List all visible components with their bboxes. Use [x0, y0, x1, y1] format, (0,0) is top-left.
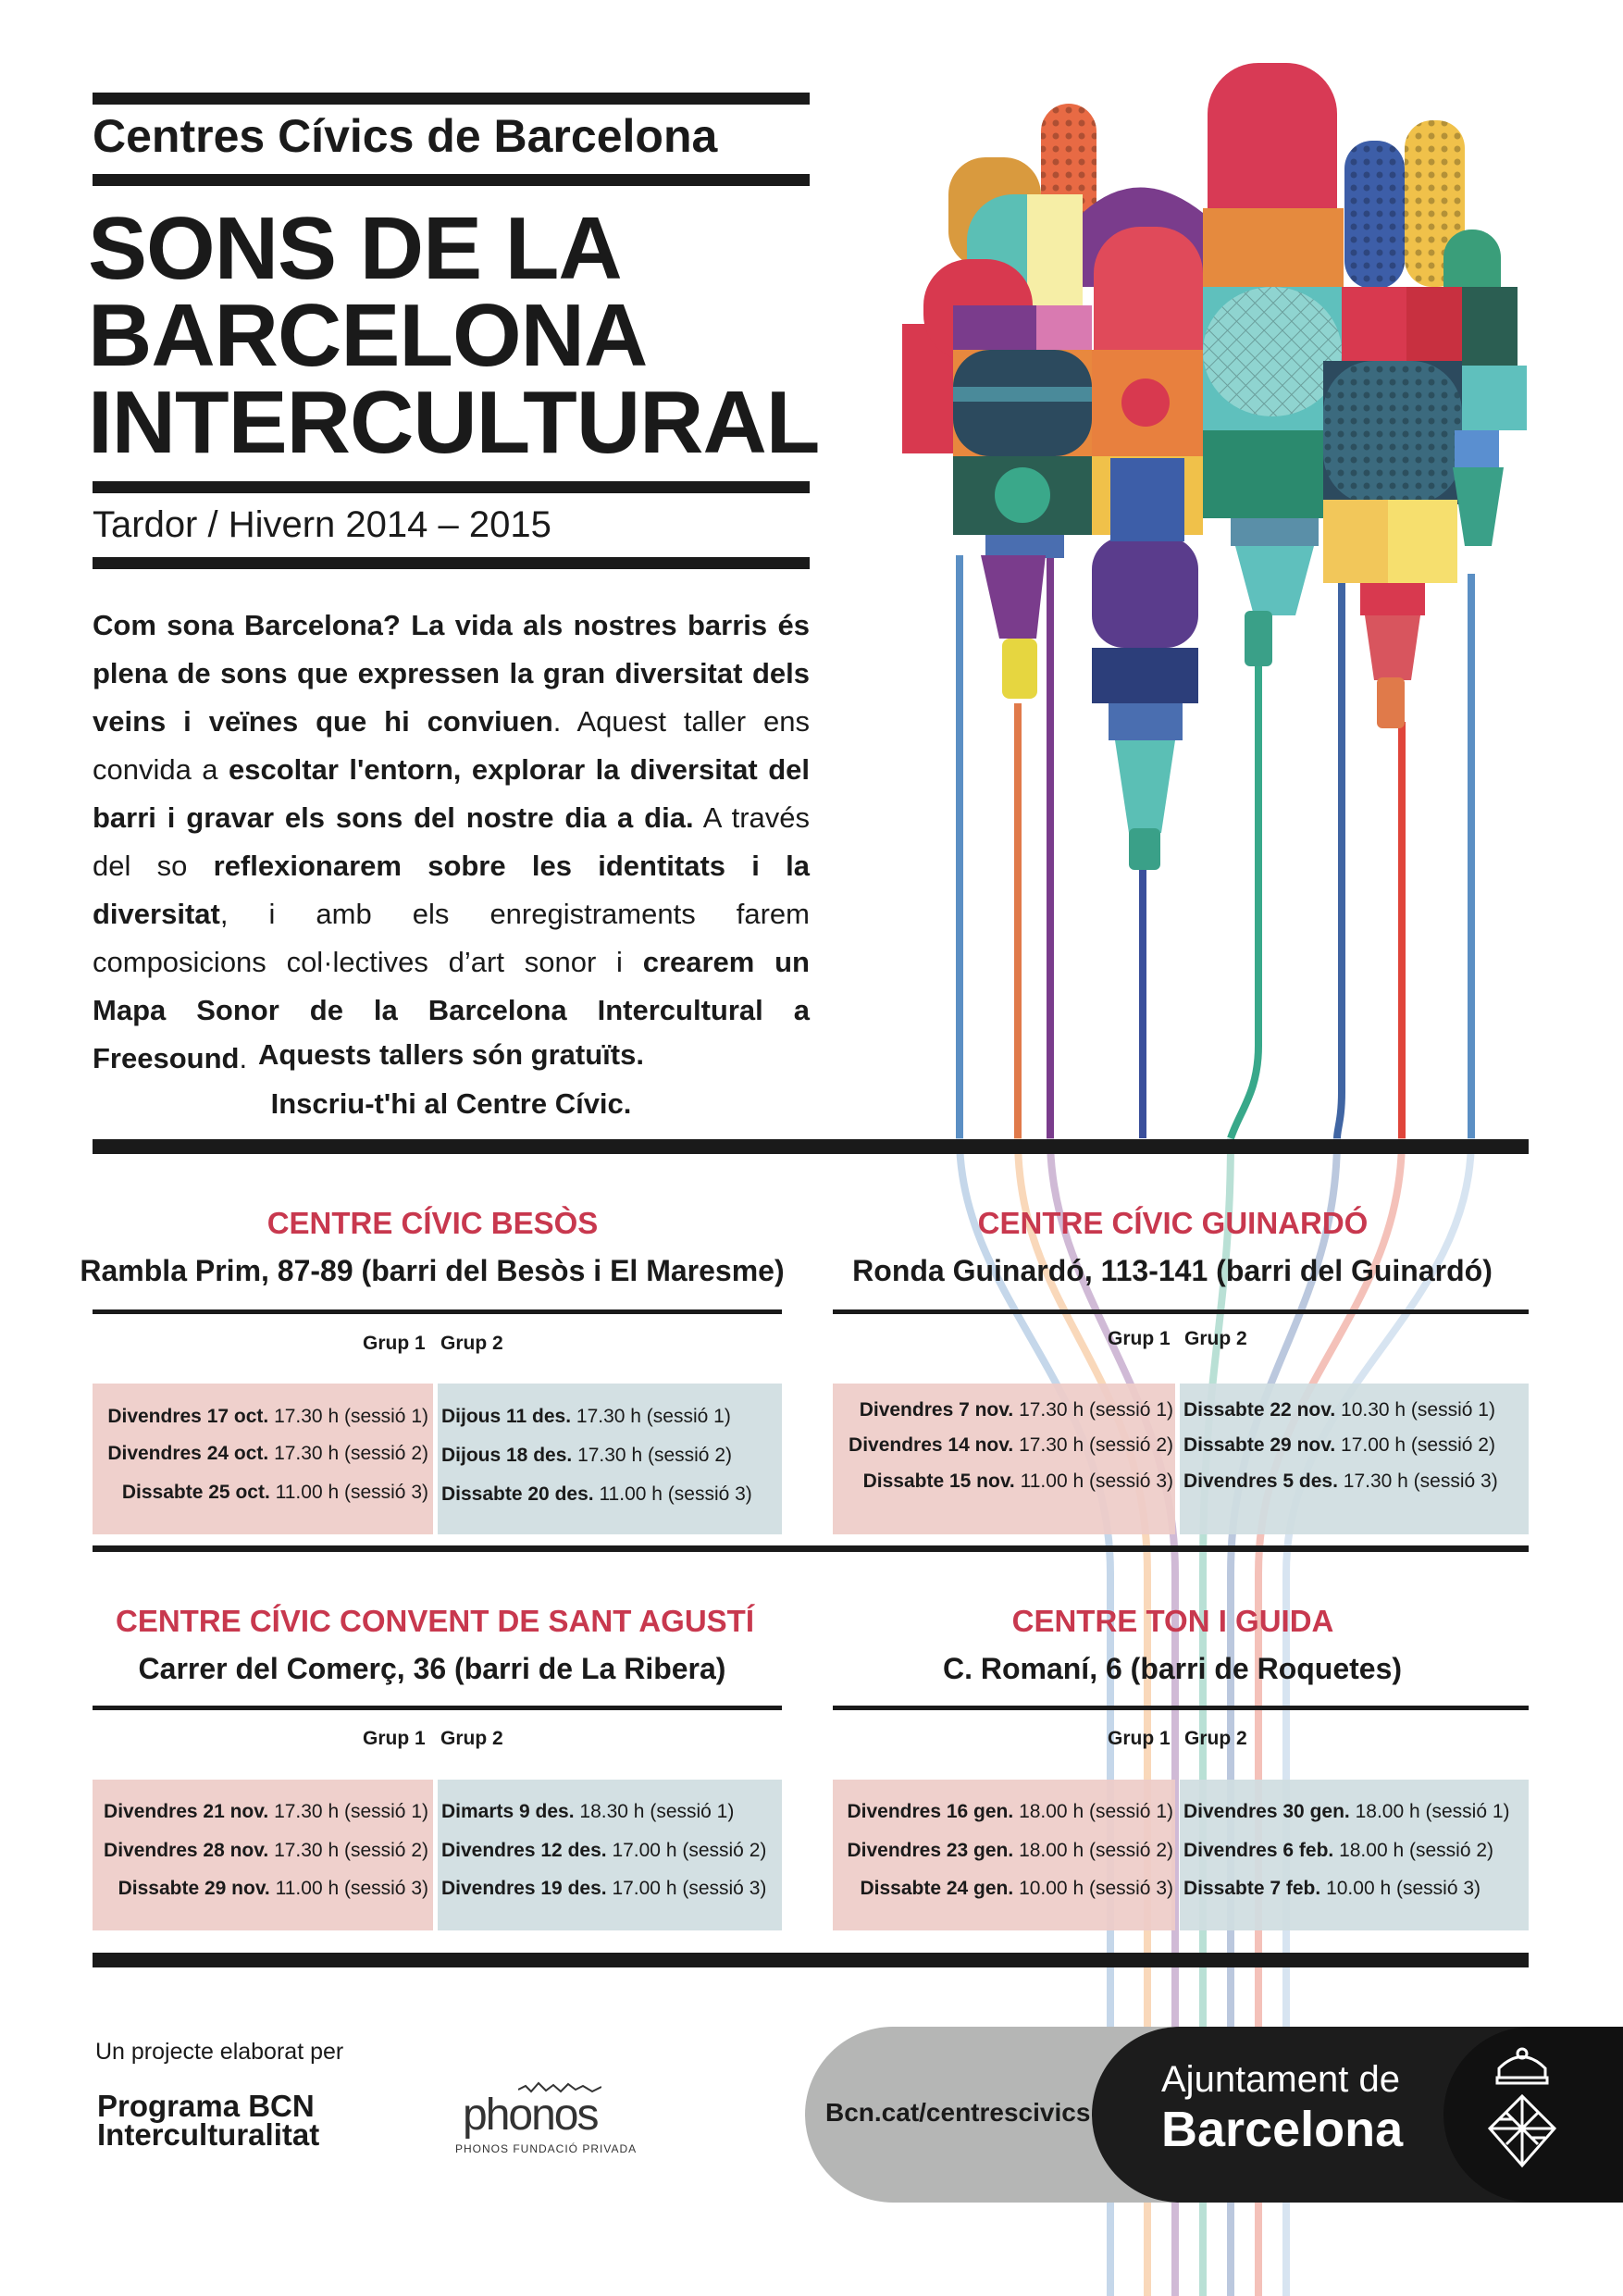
intro-text-2: . Aquest taller ens convida a — [93, 705, 810, 786]
credit-intro: Un projecte elaborat per — [95, 2039, 344, 2065]
centre-name-guinardo: CENTRE CÍVIC GUINARDÓ — [977, 1206, 1369, 1240]
session-row: Divendres 28 nov. 17.30 h (sessió 2) — [104, 1840, 428, 1861]
intro-bold-1: Com sona Barcelona? La vida als nostres barris és plena de sons que expressen la gran diversitat dels veins i veïnes que hi conviuen — [93, 609, 810, 738]
group1-label: Grup 1 — [363, 1333, 426, 1354]
title-line-3: INTERCULTURAL — [88, 373, 820, 472]
intro-bold-3: escoltar l'entorn, explorar la diversitat del barri i gravar els sons del nostre dia a dia. — [93, 753, 810, 834]
page-title — [88, 199, 820, 472]
session-row: Dissabte 29 nov. 17.00 h (sessió 2) — [1183, 1434, 1495, 1456]
season-label: Tardor / Hivern 2014 – 2015 — [93, 504, 551, 545]
centre-name-ton-i-guida: CENTRE TON I GUIDA — [1011, 1604, 1334, 1638]
section-rule-top — [93, 1139, 1529, 1154]
session-row: Dijous 18 des. 17.30 h (sessió 2) — [441, 1445, 732, 1466]
phonos-logo: phonos — [463, 2091, 598, 2140]
centre-name-sant-agusti: CENTRE CÍVIC CONVENT DE SANT AGUSTÍ — [116, 1604, 754, 1638]
free-notice: Aquests tallers són gratuïts. — [258, 1038, 644, 1071]
intro-paragraph — [93, 602, 810, 1083]
signup-notice: Inscriu-t'hi al Centre Cívic. — [270, 1087, 632, 1120]
session-row: Dissabte 29 nov. 11.00 h (sessió 3) — [118, 1878, 428, 1899]
session-row: Divendres 19 des. 17.00 h (sessió 3) — [441, 1878, 767, 1899]
session-row: Divendres 7 nov. 17.30 h (sessió 1) — [859, 1399, 1173, 1421]
header-rule-4 — [93, 557, 810, 569]
phonos-wave-icon — [518, 2080, 601, 2095]
session-row: Divendres 23 gen. 18.00 h (sessió 2) — [847, 1840, 1173, 1861]
phonos-subtitle: PHONOS FUNDACIÓ PRIVADA — [455, 2142, 638, 2155]
barcelona-crest-icon — [1481, 2041, 1564, 2189]
session-row: Divendres 21 nov. 17.30 h (sessió 1) — [104, 1801, 428, 1822]
session-row: Divendres 17 oct. 17.30 h (sessió 1) — [107, 1406, 428, 1427]
group2-label: Grup 2 — [1184, 1328, 1247, 1349]
website-link[interactable]: Bcn.cat/centrescivics — [825, 2098, 1091, 2127]
group1-label: Grup 1 — [1108, 1728, 1171, 1749]
centre-rule-besos — [93, 1309, 782, 1314]
title-line-2: BARCELONA — [88, 286, 648, 385]
intro-text-6: , i amb els enregistraments farem composicions col·lectives d’art sonor i — [93, 898, 810, 978]
session-row: Divendres 16 gen. 18.00 h (sessió 1) — [847, 1801, 1173, 1822]
intro-bold-5: reflexionarem sobre les identitats i la diversitat — [93, 850, 810, 930]
session-row: Divendres 12 des. 17.00 h (sessió 2) — [441, 1840, 767, 1861]
session-row: Divendres 14 nov. 17.30 h (sessió 2) — [849, 1434, 1173, 1456]
centre-address-sant-agusti: Carrer del Comerç, 36 (barri de La Ribera) — [138, 1652, 726, 1685]
session-row: Dissabte 7 feb. 10.00 h (sessió 3) — [1183, 1878, 1481, 1899]
session-row: Divendres 24 oct. 17.30 h (sessió 2) — [107, 1443, 428, 1464]
intro-bold-7: crearem un Mapa Sonor de la Barcelona Intercultural a Freesound — [93, 946, 810, 1074]
session-row: Dissabte 15 nov. 11.00 h (sessió 3) — [862, 1471, 1173, 1492]
session-row: Divendres 5 des. 17.30 h (sessió 3) — [1183, 1471, 1498, 1492]
intro-text-4: A través del so — [93, 801, 810, 882]
centre-rule-ton-i-guida — [833, 1706, 1529, 1710]
title-line-1: SONS DE LA — [88, 199, 622, 298]
ajuntament-line-1: Ajuntament de — [1161, 2059, 1400, 2100]
group2-label: Grup 2 — [1184, 1728, 1247, 1749]
intro-text-8: . — [239, 1042, 248, 1074]
section-rule-middle — [93, 1545, 1529, 1552]
header-subtitle: Centres Cívics de Barcelona — [93, 110, 718, 162]
centre-rule-guinardo — [833, 1309, 1529, 1314]
group2-label: Grup 2 — [440, 1728, 503, 1749]
session-row: Dimarts 9 des. 18.30 h (sessió 1) — [441, 1801, 735, 1822]
session-row: Dijous 11 des. 17.30 h (sessió 1) — [441, 1406, 731, 1427]
group1-label: Grup 1 — [363, 1728, 426, 1749]
centre-address-ton-i-guida: C. Romaní, 6 (barri de Roquetes) — [942, 1652, 1403, 1685]
ajuntament-line-2: Barcelona — [1161, 2102, 1404, 2157]
group1-label: Grup 1 — [1108, 1328, 1171, 1349]
centre-rule-sant-agusti — [93, 1706, 782, 1710]
header-rule-2 — [93, 174, 810, 186]
header-rule-3 — [93, 481, 810, 493]
section-rule-bottom — [93, 1953, 1529, 1967]
session-row: Dissabte 22 nov. 10.30 h (sessió 1) — [1183, 1399, 1495, 1421]
group2-label: Grup 2 — [440, 1333, 503, 1354]
session-row: Dissabte 20 des. 11.00 h (sessió 3) — [441, 1483, 752, 1505]
centre-address-besos: Rambla Prim, 87-89 (barri del Besòs i El Maresme) — [80, 1254, 785, 1287]
programa-logo: Programa BCN Interculturalitat — [97, 2089, 320, 2152]
header-top-rule — [93, 93, 810, 105]
session-row: Divendres 30 gen. 18.00 h (sessió 1) — [1183, 1801, 1510, 1822]
centre-address-guinardo: Ronda Guinardó, 113-141 (barri del Guinardó) — [852, 1254, 1493, 1287]
centre-name-besos: CENTRE CÍVIC BESÒS — [266, 1206, 599, 1240]
session-row: Dissabte 25 oct. 11.00 h (sessió 3) — [121, 1482, 428, 1503]
session-row: Dissabte 24 gen. 10.00 h (sessió 3) — [860, 1878, 1173, 1899]
session-row: Divendres 6 feb. 18.00 h (sessió 2) — [1183, 1840, 1494, 1861]
